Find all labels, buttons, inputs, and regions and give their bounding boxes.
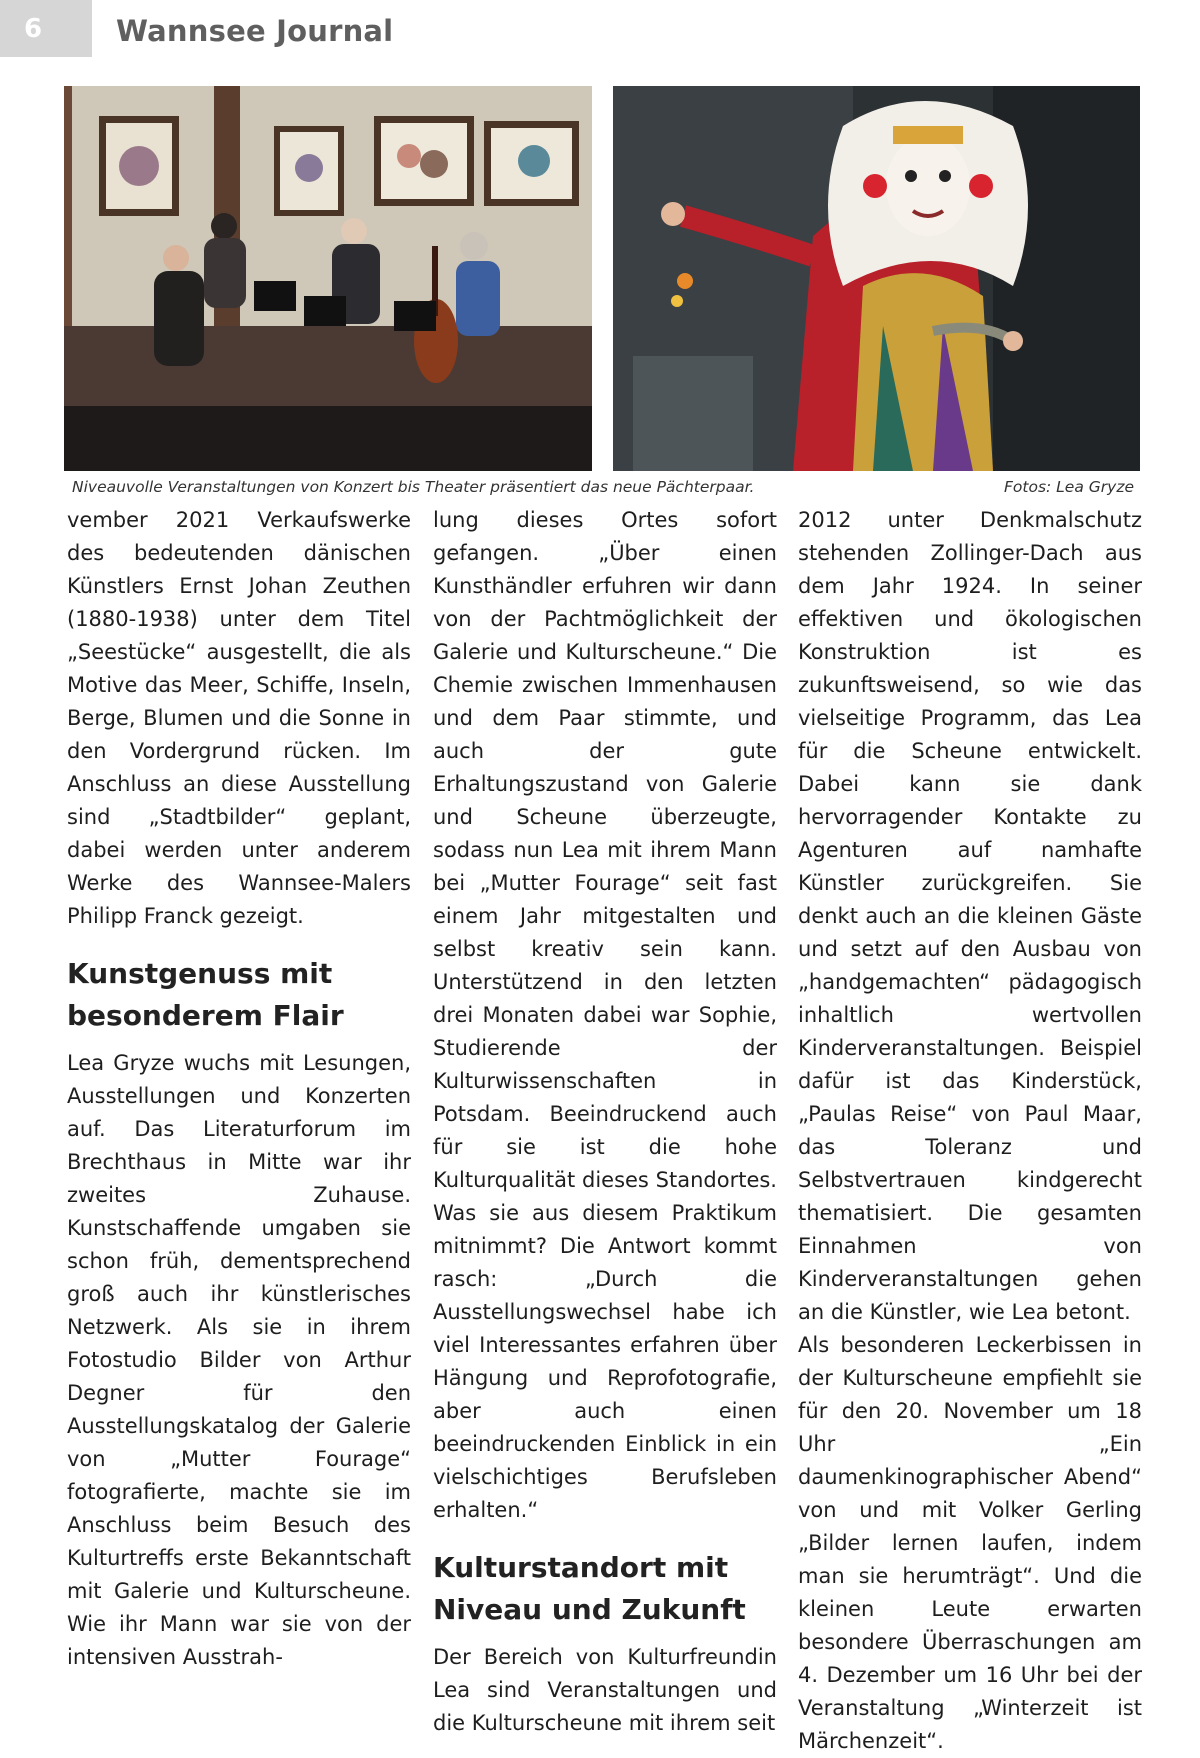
section-heading: Kunstgenuss mit besonderem Flair [67, 957, 344, 1032]
concert-photo [64, 86, 592, 471]
dancer-photo [613, 86, 1140, 471]
paragraph: vember 2021 Verkaufswerke des bedeutenden dänischen Künstlers Ernst Johan Zeuthen (1880-1938) unter dem Titel „Seestücke“ ausgestellt, die als Motive das Meer, Schiffe, Inseln, Berge, Blumen und die Sonne in den Vordergrund rücken. Im Anschluss an diese Ausstellung sind „Stadtbilder“ geplant, dabei werden unter anderem Werke des Wannsee-Malers Philipp Franck gezeigt. [67, 508, 411, 928]
paragraph: Lea Gryze wuchs mit Lesungen, Ausstellungen und Konzerten auf. Das Literaturforum im Brechthaus in Mitte war ihr zweites Zuhause. Kunstschaffende umgaben sie schon früh, dementsprechend groß auch ihr künstlerisches Netzwerk. Als sie in ihrem Fotostudio Bilder von Arthur Degner für den Ausstellungskatalog der Galerie von „Mutter Fourage“ fotografierte, machte sie im Anschluss beim Besuch des Kulturtreffs erste Bekanntschaft mit Galerie und Kulturscheune. Wie ihr Mann war sie von der intensiven Ausstrah- [67, 1051, 411, 1669]
page-header [0, 0, 1200, 60]
paragraph: Der Bereich von Kulturfreundin Lea sind Veranstaltungen und die Kulturscheune mit ihrem seit [433, 1645, 777, 1735]
article-column-3 [798, 504, 1142, 1758]
photo-caption [72, 478, 1134, 496]
theatre-dancer-photo-icon [613, 86, 1140, 471]
paragraph: lung dieses Ortes sofort gefangen. „Über einen Kunsthändler erfuhren wir dann von der Pachtmöglichkeit der Galerie und Kulturscheune.“ Die Chemie zwischen Immenhausen und dem Paar stimmte, und auch der gute Erhaltungszustand von Galerie und Scheune überzeugte, sodass nun Lea mit ihrem Mann bei „Mutter Fourage“ seit fast einem Jahr mitgestalten und selbst kreativ sein kann. Unterstützend in den letzten drei Monaten dabei war Sophie, Studierende der Kulturwissenschaften in Potsdam. Beeindruckend auch für sie ist die hohe Kulturqualität dieses Standortes. Was sie aus diesem Praktikum mitnimmt? Die Antwort kommt rasch: „Durch die Ausstellungswechsel habe ich viel Interessantes erfahren über Hängung und Reprofotografie, aber auch einen beeindruckenden Einblick in ein vielschichtiges Berufsleben erhalten.“ [433, 508, 777, 1522]
paragraph: Als besonderen Leckerbissen in der Kulturscheune empfiehlt sie für den 20. November um 18 Uhr „Ein daumenkinographischer Abend“ von und mit Volker Gerling „Bilder lernen laufen, indem man sie herumträgt“. Und die kleinen Leute erwarten besondere Überraschungen am 4. Dezember um 16 Uhr bei der Veranstaltung „Winterzeit ist Märchenzeit“. [798, 1333, 1142, 1753]
journal-title: Wannsee Journal [116, 14, 394, 48]
article-column-2 [433, 504, 777, 1740]
section-heading: Kulturstandort mit Niveau und Zukunft [433, 1551, 746, 1626]
page-number: 6 [0, 0, 92, 57]
photo-credit: Fotos: Lea Gryze [1003, 478, 1134, 496]
article-column-1 [67, 504, 411, 1674]
concert-photo-icon [64, 86, 592, 471]
caption-text: Niveauvolle Veranstaltungen von Konzert bis Theater präsentiert das neue Pächterpaar. [72, 478, 755, 496]
paragraph: 2012 unter Denkmalschutz stehenden Zollinger-Dach aus dem Jahr 1924. In seiner effektiven und ökologischen Konstruktion ist es zukunftsweisend, so wie das vielseitige Programm, das Lea für die Scheune entwickelt. Dabei kann sie dank hervorragender Kontakte zu Agenturen auf namhafte Künstler zurückgreifen. Sie denkt auch an die kleinen Gäste und setzt auf den Ausbau von „handgemachten“ pädagogisch inhaltlich wertvollen Kinderveranstaltungen. Beispiel dafür ist das Kinderstück, „Paulas Reise“ von Paul Maar, das Toleranz und Selbstvertrauen kindgerecht thematisiert. Die gesamten Einnahmen von Kinderveranstaltungen gehen an die Künstler, wie Lea betont. [798, 508, 1142, 1324]
